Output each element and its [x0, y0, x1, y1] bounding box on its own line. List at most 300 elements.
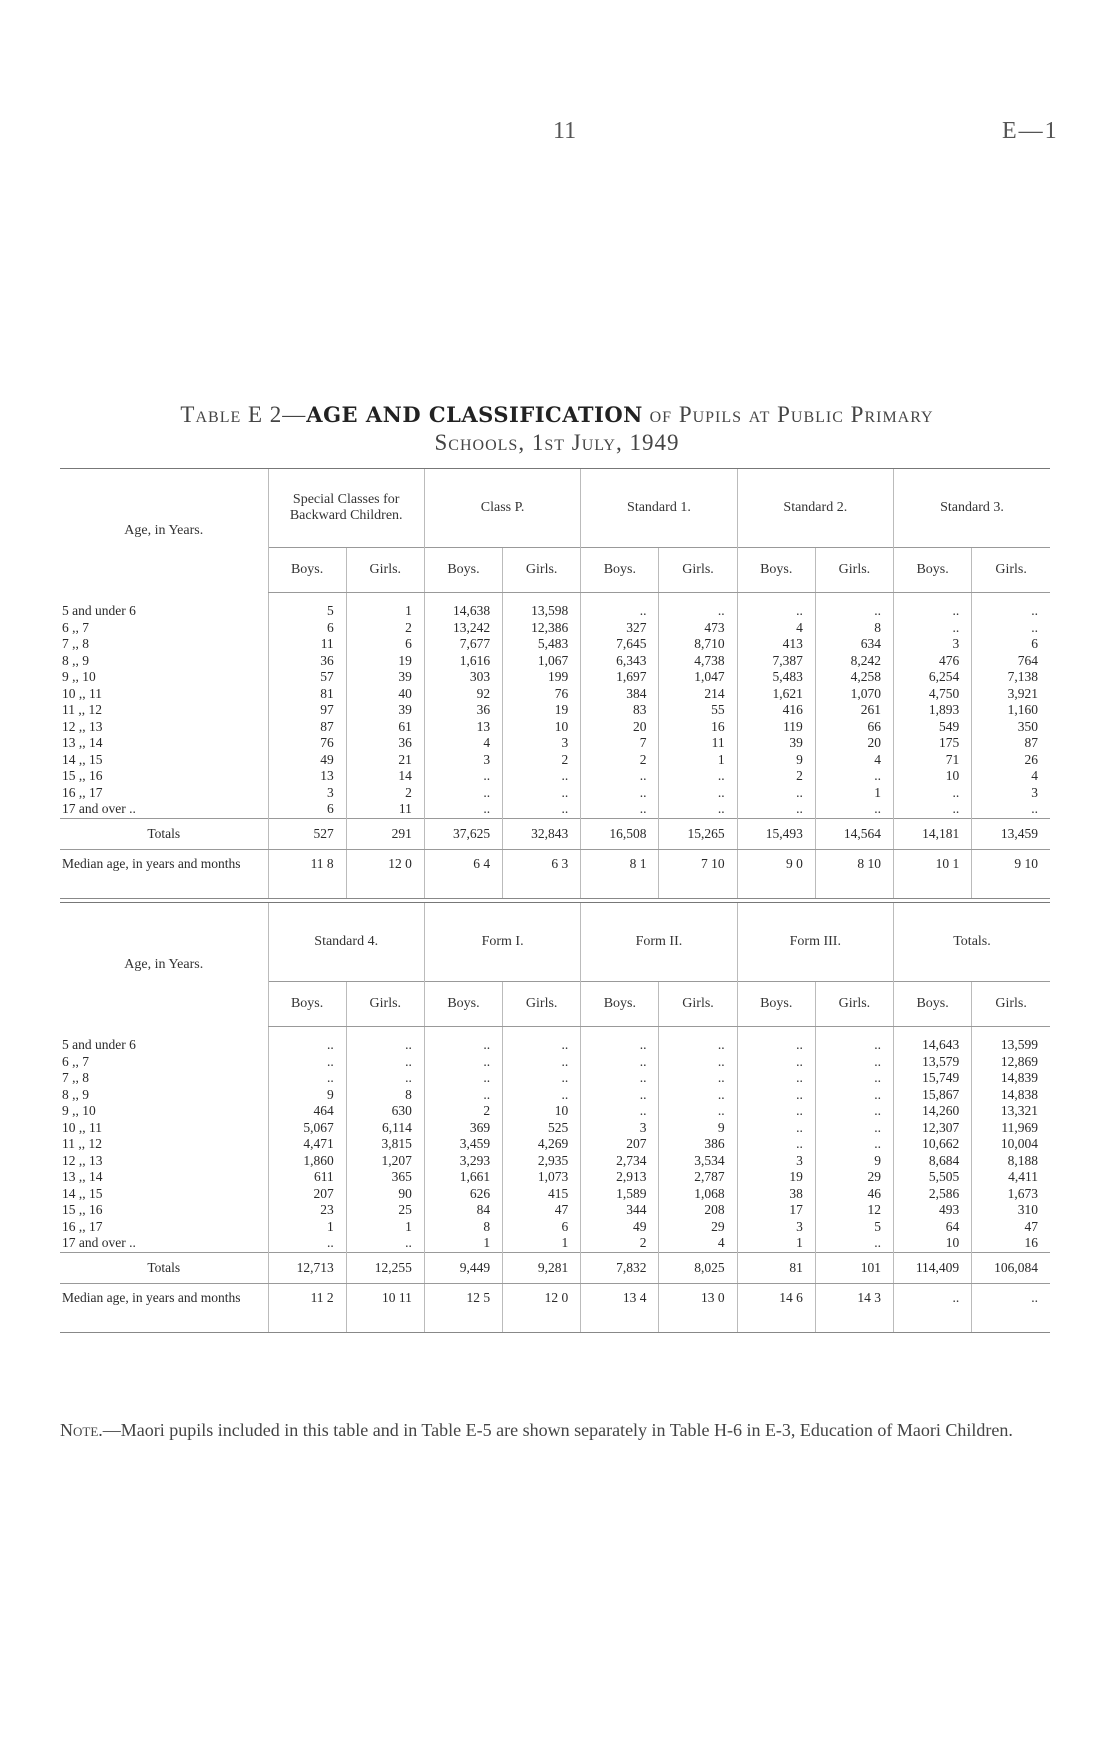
table-row: [60, 603, 1050, 620]
totals-cell: 114,409: [894, 1252, 972, 1283]
table-row: [60, 1087, 1050, 1104]
data-cell: 8: [346, 1087, 424, 1104]
data-cell: 20: [815, 735, 893, 752]
group-header: Form I.: [424, 903, 580, 982]
data-cell: 1: [815, 785, 893, 802]
data-cell: ..: [424, 785, 502, 802]
data-cell: 8,710: [659, 636, 737, 653]
girls-header: Girls.: [346, 982, 424, 1027]
totals-cell: 13,459: [972, 818, 1050, 849]
age-label: 11 ,, 12: [62, 702, 102, 717]
data-cell: 36: [424, 702, 502, 719]
median-cell: 7 10: [659, 849, 737, 898]
group-header: Class P.: [424, 469, 580, 548]
data-cell: 2: [737, 768, 815, 785]
boys-header: Boys.: [894, 982, 972, 1027]
age-label: 11 ,, 12: [62, 1136, 102, 1151]
data-cell: 6,343: [581, 653, 659, 670]
data-cell: ..: [815, 1103, 893, 1120]
data-cell: 549: [894, 719, 972, 736]
age-label: 10 ,, 11: [62, 685, 102, 701]
totals-cell: 81: [737, 1252, 815, 1283]
girls-header: Girls.: [972, 548, 1050, 593]
spacer-cell: [60, 593, 268, 604]
data-cell: ..: [894, 785, 972, 802]
data-cell: 10: [503, 719, 581, 736]
data-cell: ..: [815, 1235, 893, 1252]
data-cell: 1,661: [424, 1169, 502, 1186]
data-cell: 11,969: [972, 1120, 1050, 1137]
data-cell: 4,471: [268, 1136, 346, 1153]
data-cell: ..: [737, 1054, 815, 1071]
data-cell: ..: [424, 1070, 502, 1087]
data-cell: 2: [503, 752, 581, 769]
table-row: [60, 801, 1050, 818]
data-cell: ..: [894, 620, 972, 637]
data-cell: 49: [268, 752, 346, 769]
data-cell: 23: [268, 1202, 346, 1219]
data-cell: 2,913: [581, 1169, 659, 1186]
data-cell: 1,047: [659, 669, 737, 686]
data-cell: ..: [894, 801, 972, 818]
totals-cell: 8,025: [659, 1252, 737, 1283]
data-cell: ..: [659, 1103, 737, 1120]
data-cell: 415: [503, 1186, 581, 1203]
data-cell: 64: [894, 1219, 972, 1236]
data-cell: 344: [581, 1202, 659, 1219]
totals-label: Totals: [60, 818, 268, 849]
totals-cell: 291: [346, 818, 424, 849]
boys-header: Boys.: [581, 982, 659, 1027]
data-cell: ..: [581, 1054, 659, 1071]
data-cell: ..: [346, 1235, 424, 1252]
median-cell: 12 0: [503, 1283, 581, 1332]
data-cell: 12,307: [894, 1120, 972, 1137]
data-cell: 327: [581, 620, 659, 637]
data-cell: ..: [737, 603, 815, 620]
data-cell: 369: [424, 1120, 502, 1137]
median-cell: 6 4: [424, 849, 502, 898]
data-cell: 10,004: [972, 1136, 1050, 1153]
classification-table-lower: [60, 902, 1050, 1333]
data-cell: 1,697: [581, 669, 659, 686]
data-cell: 7,645: [581, 636, 659, 653]
data-cell: 2: [581, 1235, 659, 1252]
median-cell: 8 10: [815, 849, 893, 898]
data-cell: ..: [815, 1136, 893, 1153]
data-cell: 36: [346, 735, 424, 752]
table-row: [60, 1103, 1050, 1120]
age-label: 6 ,, 7: [62, 1053, 89, 1069]
data-cell: 4: [815, 752, 893, 769]
age-label: 5 and under 6: [62, 603, 136, 618]
boys-header: Boys.: [424, 982, 502, 1027]
data-cell: 1,073: [503, 1169, 581, 1186]
table-row: [60, 1054, 1050, 1071]
data-cell: 14,643: [894, 1037, 972, 1054]
data-cell: 1: [346, 603, 424, 620]
data-cell: 3: [268, 785, 346, 802]
data-cell: ..: [815, 603, 893, 620]
spacer-cell: [268, 593, 346, 604]
data-cell: 6: [972, 636, 1050, 653]
spacer-cell: [894, 1027, 972, 1038]
girls-header: Girls.: [815, 548, 893, 593]
group-header: Form III.: [737, 903, 893, 982]
table-row: [60, 1186, 1050, 1203]
spacer-cell: [815, 1027, 893, 1038]
group-header: Standard 1.: [581, 469, 737, 548]
table-row: [60, 1219, 1050, 1236]
data-cell: 40: [346, 686, 424, 703]
data-cell: 199: [503, 669, 581, 686]
spacer-cell: [737, 593, 815, 604]
data-cell: 7,138: [972, 669, 1050, 686]
data-cell: ..: [659, 603, 737, 620]
data-cell: ..: [346, 1054, 424, 1071]
data-cell: ..: [659, 1087, 737, 1104]
table-row: [60, 1169, 1050, 1186]
data-cell: 310: [972, 1202, 1050, 1219]
data-cell: 11: [659, 735, 737, 752]
girls-header: Girls.: [815, 982, 893, 1027]
data-cell: 634: [815, 636, 893, 653]
median-cell: ..: [894, 1283, 972, 1332]
data-cell: 626: [424, 1186, 502, 1203]
median-row: [60, 849, 1050, 898]
age-label: 16 ,, 17: [62, 784, 103, 800]
classification-table-upper: [60, 468, 1050, 899]
data-cell: 4,269: [503, 1136, 581, 1153]
data-cell: 1: [424, 1235, 502, 1252]
data-cell: ..: [581, 1037, 659, 1054]
totals-cell: 14,564: [815, 818, 893, 849]
age-label: 8 ,, 9: [62, 652, 89, 668]
data-cell: ..: [815, 768, 893, 785]
data-cell: 11: [346, 801, 424, 818]
data-cell: 13,579: [894, 1054, 972, 1071]
boys-header: Boys.: [268, 548, 346, 593]
spacer-cell: [60, 1027, 268, 1038]
data-cell: ..: [424, 1037, 502, 1054]
data-cell: 8: [815, 620, 893, 637]
median-cell: 13 0: [659, 1283, 737, 1332]
spacer-cell: [503, 593, 581, 604]
data-cell: 36: [268, 653, 346, 670]
spacer-cell: [424, 1027, 502, 1038]
data-cell: 525: [503, 1120, 581, 1137]
data-cell: 208: [659, 1202, 737, 1219]
data-cell: 4,750: [894, 686, 972, 703]
data-cell: 6: [268, 620, 346, 637]
spacer-row: [60, 1027, 1050, 1038]
data-cell: 1: [503, 1235, 581, 1252]
data-cell: 1,207: [346, 1153, 424, 1170]
girls-header: Girls.: [346, 548, 424, 593]
data-cell: ..: [503, 1087, 581, 1104]
data-cell: 84: [424, 1202, 502, 1219]
data-cell: 119: [737, 719, 815, 736]
data-cell: 9: [815, 1153, 893, 1170]
data-cell: ..: [346, 1037, 424, 1054]
data-cell: 3,293: [424, 1153, 502, 1170]
table-row: [60, 1235, 1050, 1252]
data-cell: 3: [424, 752, 502, 769]
data-cell: 19: [503, 702, 581, 719]
data-cell: 3: [581, 1120, 659, 1137]
data-cell: 4: [737, 620, 815, 637]
data-cell: 12,869: [972, 1054, 1050, 1071]
girls-header: Girls.: [972, 982, 1050, 1027]
data-cell: 8,188: [972, 1153, 1050, 1170]
spacer-cell: [503, 1027, 581, 1038]
data-cell: ..: [581, 1103, 659, 1120]
group-header: Totals.: [894, 903, 1051, 982]
age-label: 13 ,, 14: [62, 735, 103, 750]
data-cell: 8,242: [815, 653, 893, 670]
data-cell: 25: [346, 1202, 424, 1219]
spacer-cell: [815, 593, 893, 604]
age-label: 17 and over ..: [62, 801, 136, 816]
data-cell: 365: [346, 1169, 424, 1186]
data-cell: 2,935: [503, 1153, 581, 1170]
data-cell: 14,838: [972, 1087, 1050, 1104]
data-cell: 5,483: [737, 669, 815, 686]
data-cell: 26: [972, 752, 1050, 769]
girls-header: Girls.: [659, 982, 737, 1027]
median-row: [60, 1283, 1050, 1332]
totals-row: [60, 818, 1050, 849]
totals-cell: 9,281: [503, 1252, 581, 1283]
data-cell: 55: [659, 702, 737, 719]
data-cell: 13,599: [972, 1037, 1050, 1054]
data-cell: 9: [737, 752, 815, 769]
data-cell: 21: [346, 752, 424, 769]
data-cell: 39: [346, 702, 424, 719]
girls-header: Girls.: [659, 548, 737, 593]
totals-cell: 14,181: [894, 818, 972, 849]
data-cell: ..: [268, 1235, 346, 1252]
data-cell: 19: [737, 1169, 815, 1186]
data-cell: 20: [581, 719, 659, 736]
data-cell: ..: [972, 620, 1050, 637]
age-label: 5 and under 6: [62, 1037, 136, 1052]
data-cell: 7,677: [424, 636, 502, 653]
data-cell: 10,662: [894, 1136, 972, 1153]
totals-cell: 9,449: [424, 1252, 502, 1283]
data-cell: ..: [503, 785, 581, 802]
data-cell: ..: [972, 801, 1050, 818]
data-cell: 90: [346, 1186, 424, 1203]
totals-row: [60, 1252, 1050, 1283]
data-cell: 97: [268, 702, 346, 719]
boys-header: Boys.: [737, 982, 815, 1027]
data-cell: 1: [659, 752, 737, 769]
age-label: 15 ,, 16: [62, 768, 103, 783]
data-cell: ..: [737, 1037, 815, 1054]
data-cell: 29: [815, 1169, 893, 1186]
data-cell: 5: [815, 1219, 893, 1236]
median-cell: ..: [972, 1283, 1050, 1332]
title-bold: AGE AND CLASSIFICATION: [306, 402, 643, 427]
spacer-cell: [346, 593, 424, 604]
data-cell: ..: [503, 1054, 581, 1071]
data-cell: ..: [815, 1054, 893, 1071]
data-cell: 3: [894, 636, 972, 653]
data-cell: 14: [346, 768, 424, 785]
table-row: [60, 1070, 1050, 1087]
data-cell: 81: [268, 686, 346, 703]
table-row: [60, 686, 1050, 703]
data-cell: ..: [659, 1070, 737, 1087]
data-cell: 7: [581, 735, 659, 752]
group-header: Standard 4.: [268, 903, 424, 982]
age-label: 16 ,, 17: [62, 1218, 103, 1234]
age-label: 10 ,, 11: [62, 1119, 102, 1135]
data-cell: ..: [424, 1054, 502, 1071]
totals-cell: 32,843: [503, 818, 581, 849]
table-row: [60, 1136, 1050, 1153]
age-label: 13 ,, 14: [62, 1169, 103, 1184]
data-cell: 384: [581, 686, 659, 703]
data-cell: 2,586: [894, 1186, 972, 1203]
spacer-cell: [894, 593, 972, 604]
totals-cell: 15,265: [659, 818, 737, 849]
spacer-cell: [659, 1027, 737, 1038]
data-cell: 10: [894, 1235, 972, 1252]
age-label: 14 ,, 15: [62, 1185, 103, 1201]
table-row: [60, 1037, 1050, 1054]
data-cell: ..: [815, 1037, 893, 1054]
age-label: 9 ,, 10: [62, 669, 96, 684]
data-cell: 5,483: [503, 636, 581, 653]
data-cell: ..: [894, 603, 972, 620]
data-cell: ..: [815, 1070, 893, 1087]
data-cell: 14,260: [894, 1103, 972, 1120]
data-cell: 71: [894, 752, 972, 769]
data-cell: 10: [503, 1103, 581, 1120]
data-cell: ..: [737, 801, 815, 818]
data-cell: 473: [659, 620, 737, 637]
table-row: [60, 735, 1050, 752]
table-row: [60, 768, 1050, 785]
data-cell: ..: [737, 1103, 815, 1120]
data-cell: 8: [424, 1219, 502, 1236]
data-cell: 1,160: [972, 702, 1050, 719]
data-cell: 6,114: [346, 1120, 424, 1137]
data-cell: 3: [503, 735, 581, 752]
data-cell: 4: [424, 735, 502, 752]
age-label: 17 and over ..: [62, 1235, 136, 1250]
age-label: 7 ,, 8: [62, 636, 89, 651]
data-cell: 47: [503, 1202, 581, 1219]
data-cell: ..: [581, 603, 659, 620]
data-cell: 413: [737, 636, 815, 653]
data-cell: 4,738: [659, 653, 737, 670]
spacer-cell: [581, 1027, 659, 1038]
data-cell: 13: [424, 719, 502, 736]
data-cell: 1: [346, 1219, 424, 1236]
data-cell: 2: [346, 620, 424, 637]
boys-header: Boys.: [581, 548, 659, 593]
median-cell: 11 8: [268, 849, 346, 898]
data-cell: 14,638: [424, 603, 502, 620]
group-header: Form II.: [581, 903, 737, 982]
data-cell: 9: [659, 1120, 737, 1137]
totals-cell: 15,493: [737, 818, 815, 849]
data-cell: 13: [268, 768, 346, 785]
spacer-row: [60, 593, 1050, 604]
data-cell: ..: [737, 1070, 815, 1087]
median-cell: 8 1: [581, 849, 659, 898]
median-cell: 9 10: [972, 849, 1050, 898]
table-row: [60, 636, 1050, 653]
data-cell: 11: [268, 636, 346, 653]
table-row: [60, 669, 1050, 686]
data-cell: 1,893: [894, 702, 972, 719]
data-cell: 6,254: [894, 669, 972, 686]
data-cell: 57: [268, 669, 346, 686]
data-cell: ..: [737, 785, 815, 802]
document-code: E—1: [1002, 118, 1059, 144]
spacer-cell: [424, 593, 502, 604]
table-row: [60, 620, 1050, 637]
data-cell: 87: [972, 735, 1050, 752]
data-cell: 39: [737, 735, 815, 752]
data-cell: 3: [737, 1219, 815, 1236]
boys-header: Boys.: [894, 548, 972, 593]
data-cell: ..: [659, 785, 737, 802]
data-cell: ..: [268, 1037, 346, 1054]
data-cell: 66: [815, 719, 893, 736]
data-cell: 611: [268, 1169, 346, 1186]
note-label: Note.: [60, 1420, 103, 1440]
data-cell: 1,067: [503, 653, 581, 670]
data-cell: ..: [581, 785, 659, 802]
table-row: [60, 785, 1050, 802]
data-cell: 17: [737, 1202, 815, 1219]
table-row: [60, 1202, 1050, 1219]
data-cell: 350: [972, 719, 1050, 736]
totals-cell: 12,255: [346, 1252, 424, 1283]
age-label: 6 ,, 7: [62, 619, 89, 635]
age-label: 12 ,, 13: [62, 1152, 103, 1168]
data-cell: 1,589: [581, 1186, 659, 1203]
spacer-cell: [268, 1027, 346, 1038]
data-cell: 47: [972, 1219, 1050, 1236]
data-cell: 3,921: [972, 686, 1050, 703]
data-cell: ..: [972, 603, 1050, 620]
data-cell: 1,621: [737, 686, 815, 703]
data-cell: 12: [815, 1202, 893, 1219]
data-cell: 5,505: [894, 1169, 972, 1186]
data-cell: 386: [659, 1136, 737, 1153]
table-row: [60, 752, 1050, 769]
data-cell: ..: [815, 1087, 893, 1104]
age-header: Age, in Years.: [60, 469, 268, 593]
boys-header: Boys.: [737, 548, 815, 593]
age-label: 15 ,, 16: [62, 1202, 103, 1217]
data-cell: ..: [503, 768, 581, 785]
data-cell: 3,534: [659, 1153, 737, 1170]
data-cell: 5: [268, 603, 346, 620]
data-cell: ..: [424, 1087, 502, 1104]
data-cell: ..: [424, 801, 502, 818]
data-cell: 303: [424, 669, 502, 686]
age-label: 14 ,, 15: [62, 751, 103, 767]
spacer-cell: [737, 1027, 815, 1038]
title-suffix: of Pupils at Public Primary: [642, 402, 934, 427]
